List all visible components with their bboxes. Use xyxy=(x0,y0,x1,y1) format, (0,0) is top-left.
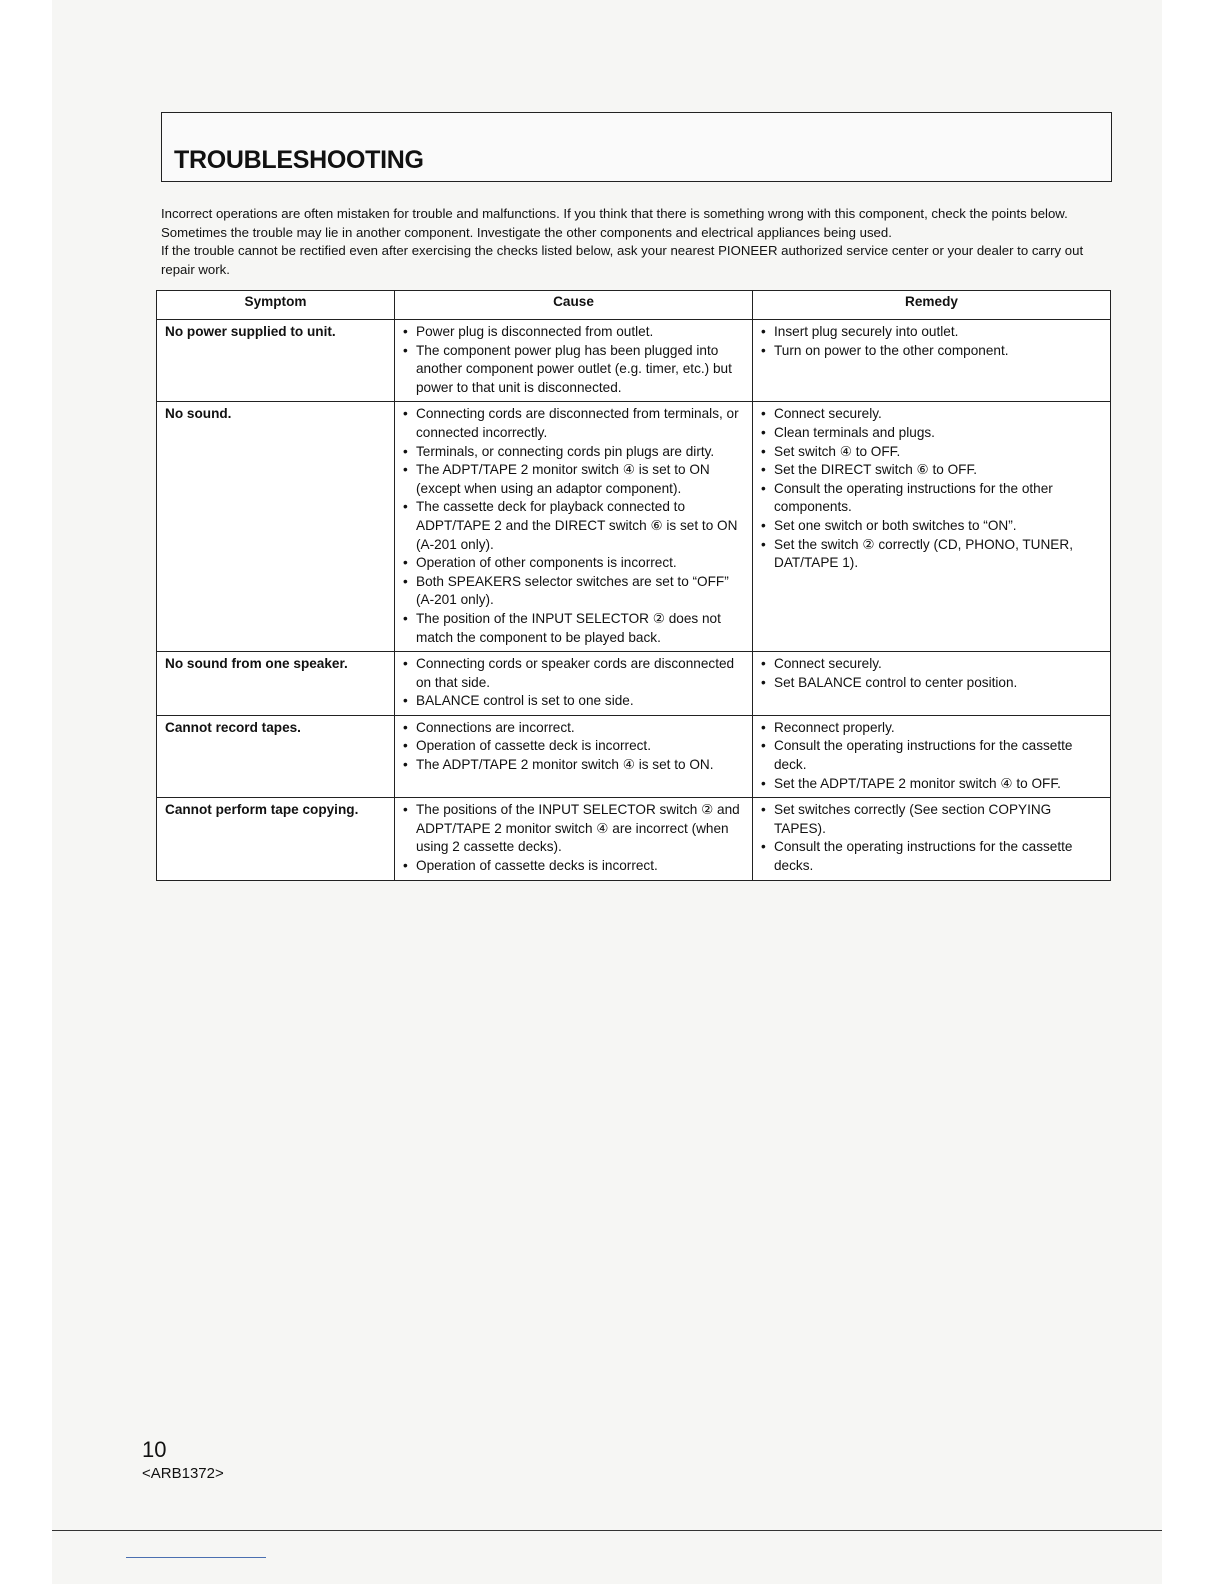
cause-text: The ADPT/TAPE 2 monitor switch ④ is set to ON. xyxy=(416,757,714,773)
intro-paragraph-2: If the trouble cannot be rectified even after exercising the checks listed below, ask your nearest PIONEER authorized service center or your dealer to carry out repair work. xyxy=(161,243,1084,277)
cause-item xyxy=(403,692,744,711)
cause-item xyxy=(403,801,744,857)
cause-cell xyxy=(395,402,753,652)
intro-text xyxy=(161,205,1116,279)
remedy-text: Consult the operating instructions for the other components. xyxy=(774,480,1053,515)
remedy-text: Connect securely. xyxy=(774,406,882,422)
cause-list xyxy=(403,719,744,775)
symptom-cell: No power supplied to unit. xyxy=(157,320,395,402)
cause-cell xyxy=(395,715,753,797)
remedy-item xyxy=(761,461,1102,480)
cause-text: The cassette deck for playback connected to ADPT/TAPE 2 and the DIRECT switch ⑥ is set to ON (A-201 only). xyxy=(416,499,738,552)
remedy-text: Consult the operating instructions for the cassette decks. xyxy=(774,839,1073,874)
remedy-list xyxy=(761,801,1102,875)
remedy-item xyxy=(761,424,1102,443)
cause-item xyxy=(403,610,744,647)
remedy-item xyxy=(761,536,1102,573)
remedy-item xyxy=(761,838,1102,875)
cause-text: Connections are incorrect. xyxy=(416,719,575,735)
cause-list xyxy=(403,801,744,875)
symptom-cell: No sound from one speaker. xyxy=(157,652,395,716)
remedy-item xyxy=(761,801,1102,838)
remedy-item xyxy=(761,737,1102,774)
table-body xyxy=(157,320,1111,881)
remedy-text: Set one switch or both switches to “ON”. xyxy=(774,517,1017,533)
table-header-row xyxy=(157,291,1111,320)
remedy-text: Set the DIRECT switch ⑥ to OFF. xyxy=(774,462,978,478)
cause-item xyxy=(403,719,744,738)
cause-item xyxy=(403,342,744,398)
cause-item xyxy=(403,857,744,876)
remedy-item xyxy=(761,342,1102,361)
cause-list xyxy=(403,323,744,397)
remedy-list xyxy=(761,405,1102,572)
troubleshooting-table xyxy=(156,290,1111,881)
intro-paragraph-1: Incorrect operations are often mistaken for trouble and malfunctions. If you think that there is something wrong with this component, check the points below. Sometimes the trouble may lie in another component. Investigate the other components and electrical appliances being used. xyxy=(161,206,1068,240)
remedy-item xyxy=(761,405,1102,424)
remedy-list xyxy=(761,655,1102,692)
remedy-cell xyxy=(753,402,1111,652)
remedy-text: Turn on power to the other component. xyxy=(774,342,1009,358)
cause-text: Connecting cords or speaker cords are disconnected on that side. xyxy=(416,656,735,690)
cause-text: Operation of cassette deck is incorrect. xyxy=(416,738,651,754)
cause-text: The ADPT/TAPE 2 monitor switch ④ is set to ON (except when using an adaptor component). xyxy=(416,462,710,496)
cause-item xyxy=(403,737,744,756)
cause-item xyxy=(403,756,744,775)
remedy-text: Consult the operating instructions for the cassette deck. xyxy=(774,738,1073,773)
remedy-text: Set the ADPT/TAPE 2 monitor switch ④ to OFF. xyxy=(774,775,1061,791)
remedy-item xyxy=(761,775,1102,794)
remedy-cell xyxy=(753,798,1111,880)
cause-item xyxy=(403,573,744,610)
remedy-item xyxy=(761,323,1102,342)
symptom-cell: Cannot perform tape copying. xyxy=(157,798,395,880)
cause-text: Connecting cords are disconnected from terminals, or connected incorrectly. xyxy=(416,406,739,440)
cause-text: Power plug is disconnected from outlet. xyxy=(416,324,654,339)
cause-text: Operation of cassette decks is incorrect. xyxy=(416,858,658,874)
footer-rule xyxy=(52,1530,1162,1531)
remedy-cell xyxy=(753,652,1111,716)
remedy-text: Clean terminals and plugs. xyxy=(774,424,935,440)
cause-text: Terminals, or connecting cords pin plugs are dirty. xyxy=(416,443,715,459)
cause-list xyxy=(403,405,744,647)
cause-text: Operation of other components is incorrect. xyxy=(416,555,677,571)
remedy-text: Set switch ④ to OFF. xyxy=(774,443,901,459)
table-row xyxy=(157,798,1111,880)
remedy-cell xyxy=(753,320,1111,402)
remedy-list xyxy=(761,719,1102,793)
remedy-item xyxy=(761,674,1102,693)
remedy-text: Set BALANCE control to center position. xyxy=(774,674,1018,690)
header-symptom: Symptom xyxy=(157,291,395,320)
remedy-item xyxy=(761,719,1102,738)
cause-text: The positions of the INPUT SELECTOR switch ② and ADPT/TAPE 2 monitor switch ④ are incorrect (when using 2 cassette decks). xyxy=(416,802,740,855)
remedy-item xyxy=(761,655,1102,674)
page-number: 10 xyxy=(142,1437,167,1462)
cause-text: The position of the INPUT SELECTOR ② does not match the component to be played back. xyxy=(416,610,721,645)
cause-item xyxy=(403,554,744,573)
remedy-text: Reconnect properly. xyxy=(774,719,895,735)
cause-text: Both SPEAKERS selector switches are set to “OFF” (A-201 only). xyxy=(416,573,729,608)
page-title: TROUBLESHOOTING xyxy=(174,146,424,174)
remedy-text: Set switches correctly (See section COPYING TAPES). xyxy=(774,802,1052,836)
cause-list xyxy=(403,655,744,711)
table-row xyxy=(157,715,1111,797)
remedy-text: Connect securely. xyxy=(774,656,882,672)
cause-item xyxy=(403,443,744,462)
remedy-item xyxy=(761,517,1102,536)
table-row xyxy=(157,652,1111,716)
symptom-cell: Cannot record tapes. xyxy=(157,715,395,797)
cause-item xyxy=(403,655,744,692)
remedy-item xyxy=(761,443,1102,462)
cause-item xyxy=(403,498,744,554)
remedy-text: Insert plug securely into outlet. xyxy=(774,324,959,339)
title-box xyxy=(161,112,1112,182)
scan-mark xyxy=(126,1557,266,1558)
cause-item xyxy=(403,323,744,342)
header-cause: Cause xyxy=(395,291,753,320)
cause-item xyxy=(403,405,744,442)
remedy-item xyxy=(761,480,1102,517)
cause-cell xyxy=(395,652,753,716)
remedy-cell xyxy=(753,715,1111,797)
document-code: <ARB1372> xyxy=(142,1465,224,1482)
cause-cell xyxy=(395,798,753,880)
cause-cell xyxy=(395,320,753,402)
remedy-text: Set the switch ② correctly (CD, PHONO, TUNER, DAT/TAPE 1). xyxy=(774,536,1073,571)
remedy-list xyxy=(761,323,1102,360)
cause-text: BALANCE control is set to one side. xyxy=(416,693,634,709)
header-remedy: Remedy xyxy=(753,291,1111,320)
symptom-cell: No sound. xyxy=(157,402,395,652)
cause-text: The component power plug has been plugged into another component power outlet (e.g. timer, etc.) but power to that unit is disconnected. xyxy=(416,342,732,395)
table-row xyxy=(157,402,1111,652)
cause-item xyxy=(403,461,744,498)
table-row xyxy=(157,320,1111,402)
